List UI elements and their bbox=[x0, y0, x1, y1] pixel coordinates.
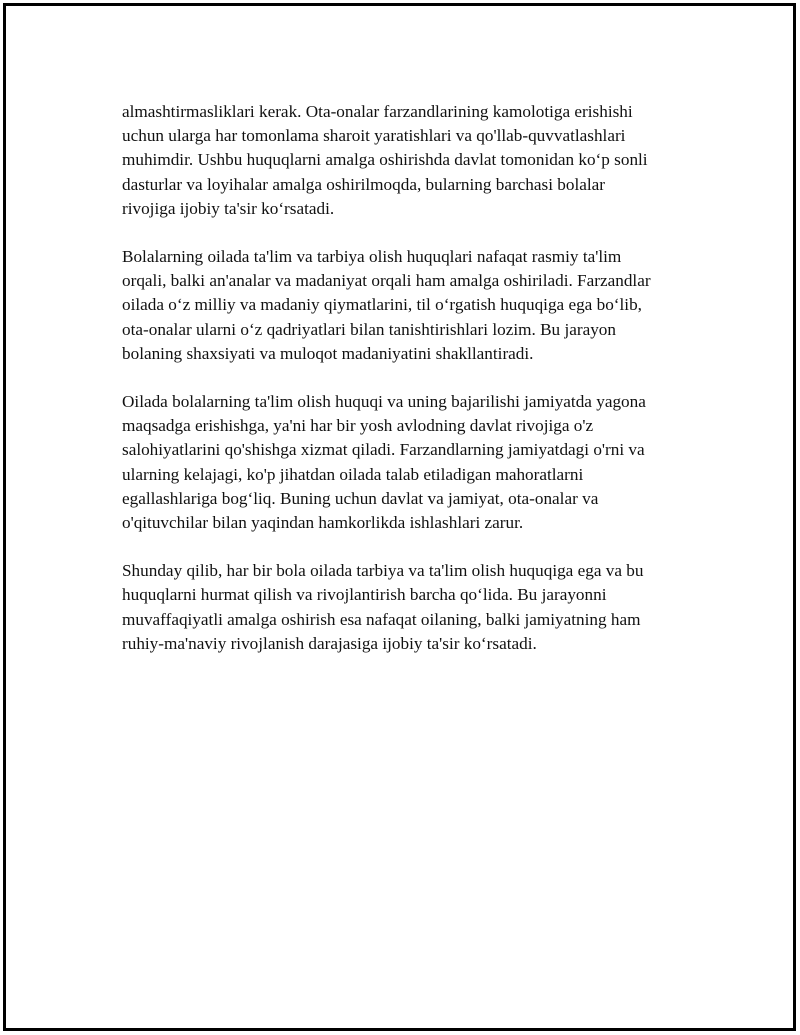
paragraph: Bolalarning oilada ta'lim va tarbiya olish huquqlari nafaqat rasmiy ta'lim orqali, balki an'analar va madaniyat orqali ham amalga oshiriladi. Farzandlar oilada o‘z milliy va madaniy qiymatlarini, til o‘rgatish huquqiga ega bo‘lib, ota-onalar ularni o‘z qadriyatlari bilan tanishtirishlari lozim. Bu jarayon bolaning shaxsiyati va muloqot madaniyatini shakllantiradi. bbox=[122, 247, 651, 363]
paragraph: Shunday qilib, har bir bola oilada tarbiya va ta'lim olish huquqiga ega va bu huquqlarni hurmat qilish va rivojlantirish barcha qo‘lida. Bu jarayonni muvaffaqiyatli amalga oshirish esa nafaqat oilaning, balki jamiyatning ham ruhiy-ma'naviy rivojlanish darajasiga ijobiy ta'sir ko‘rsatadi. bbox=[122, 561, 644, 653]
document-body bbox=[122, 100, 712, 680]
paragraph: Oilada bolalarning ta'lim olish huquqi va uning bajarilishi jamiyatda yagona maqsadga erishishga, ya'ni har bir yosh avlodning davlat rivojiga o'z salohiyatlarini qo'shishga xizmat qiladi. Farzandlarning jamiyatdagi o'rni va ularning kelajagi, ko'p jihatdan oilada talab etiladigan mahoratlarni egallashlariga bog‘liq. Buning uchun davlat va jamiyat, ota-onalar va o'qituvchilar bilan yaqindan hamkorlikda ishlashlari zarur. bbox=[122, 392, 646, 533]
page-frame bbox=[3, 3, 796, 1031]
paragraph: almashtirmasliklari kerak. Ota-onalar farzandlarining kamolotiga erishishi uchun ularga har tomonlama sharoit yaratishlari va qo'llab-quvvatlashlari muhimdir. Ushbu huquqlarni amalga oshirishda davlat tomonidan ko‘p sonli dasturlar va loyihalar amalga oshirilmoqda, bularning barchasi bolalar rivojiga ijobiy ta'sir ko‘rsatadi. bbox=[122, 102, 648, 218]
